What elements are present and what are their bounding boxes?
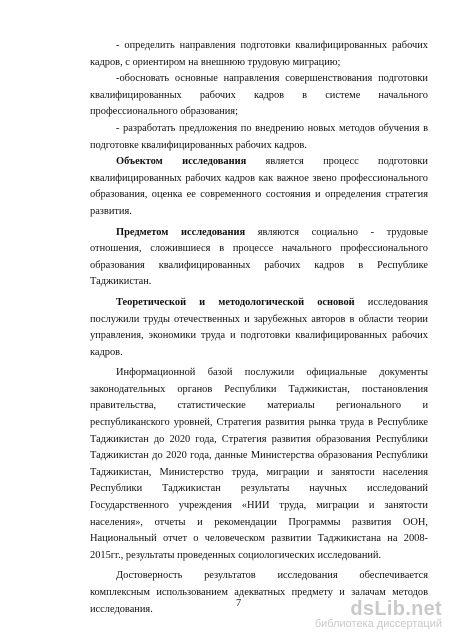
paragraph-text: -обосновать основные направления совершенствования подготовки квалифицированных рабочих кадров в системе начального профессионального образования;	[90, 73, 428, 118]
watermark-subtitle: библиотека диссертаций	[314, 618, 442, 630]
body-text	[90, 38, 428, 618]
paragraph-information-base	[90, 365, 428, 564]
watermark-logo: dsLib.net	[350, 598, 442, 620]
paragraph-text: Информационной базой послужили официальные документы законодательных органов Республики Таджикистан, постановления правительства, статистические материалы регионального и республиканского уровней, Стратегия развития рынка труда в Республике Таджикистан до 2020 года, Стратегия развития образования Республики Таджикистан до 2020 года, данные Министерства образования Республики Таджикистан, Министерство труда, миграции и занятости населения Республики Таджикистан результаты научных исследований Государственного учреждения «НИИ труда, миграции и занятости населения», отчеты и рекомендации Программы развития ООН, Национальный отчет о человеческом развитии Таджикистана на 2008-2015гг., результаты проведенных социологических исследований.	[90, 367, 428, 561]
paragraph-text: исследования послужили труды отечественных и зарубежных авторов в области теории управления, экономики труда и подготовки квалифицированных рабочих кадров.	[90, 296, 428, 358]
paragraph-task-3	[90, 121, 428, 154]
paragraph-text: - разработать предложения по внедрению новых методов обучения в подготовке квалифицированных рабочих кадров.	[90, 122, 428, 151]
paragraph-task-2	[90, 71, 428, 121]
paragraph-lead-bold: Предметом исследования	[116, 226, 246, 238]
paragraph-text: - определить направления подготовки квалифицированных рабочих кадров, с ориентиром на внешнюю трудовую миграцию;	[90, 40, 428, 68]
paragraph-text: Достоверность результатов исследования обеспечивается комплексным использованием адекватных предмету и залачам методов исследования.	[90, 570, 428, 615]
page-number: 7	[236, 598, 242, 609]
paragraph-text: являются социально - трудовые отношения, сложившиеся в процессе начального профессионального образования квалифицированных рабочих кадров в Республике Таджикистан.	[90, 226, 429, 288]
paragraph-text: является процесс подготовки квалифицированных рабочих кадров как важное звено профессионального образования, оценка ее современного состояния и определения стратегия развития.	[90, 156, 428, 217]
paragraph-lead-bold: Объектом исследования	[116, 156, 247, 168]
paragraph-task-1	[90, 38, 428, 71]
paragraph-methodology	[90, 295, 428, 361]
paragraph-lead-bold: Теоретической и методологической основой	[116, 296, 355, 308]
paragraph-object	[90, 154, 428, 220]
paragraph-subject	[90, 225, 428, 291]
watermark	[315, 598, 442, 630]
